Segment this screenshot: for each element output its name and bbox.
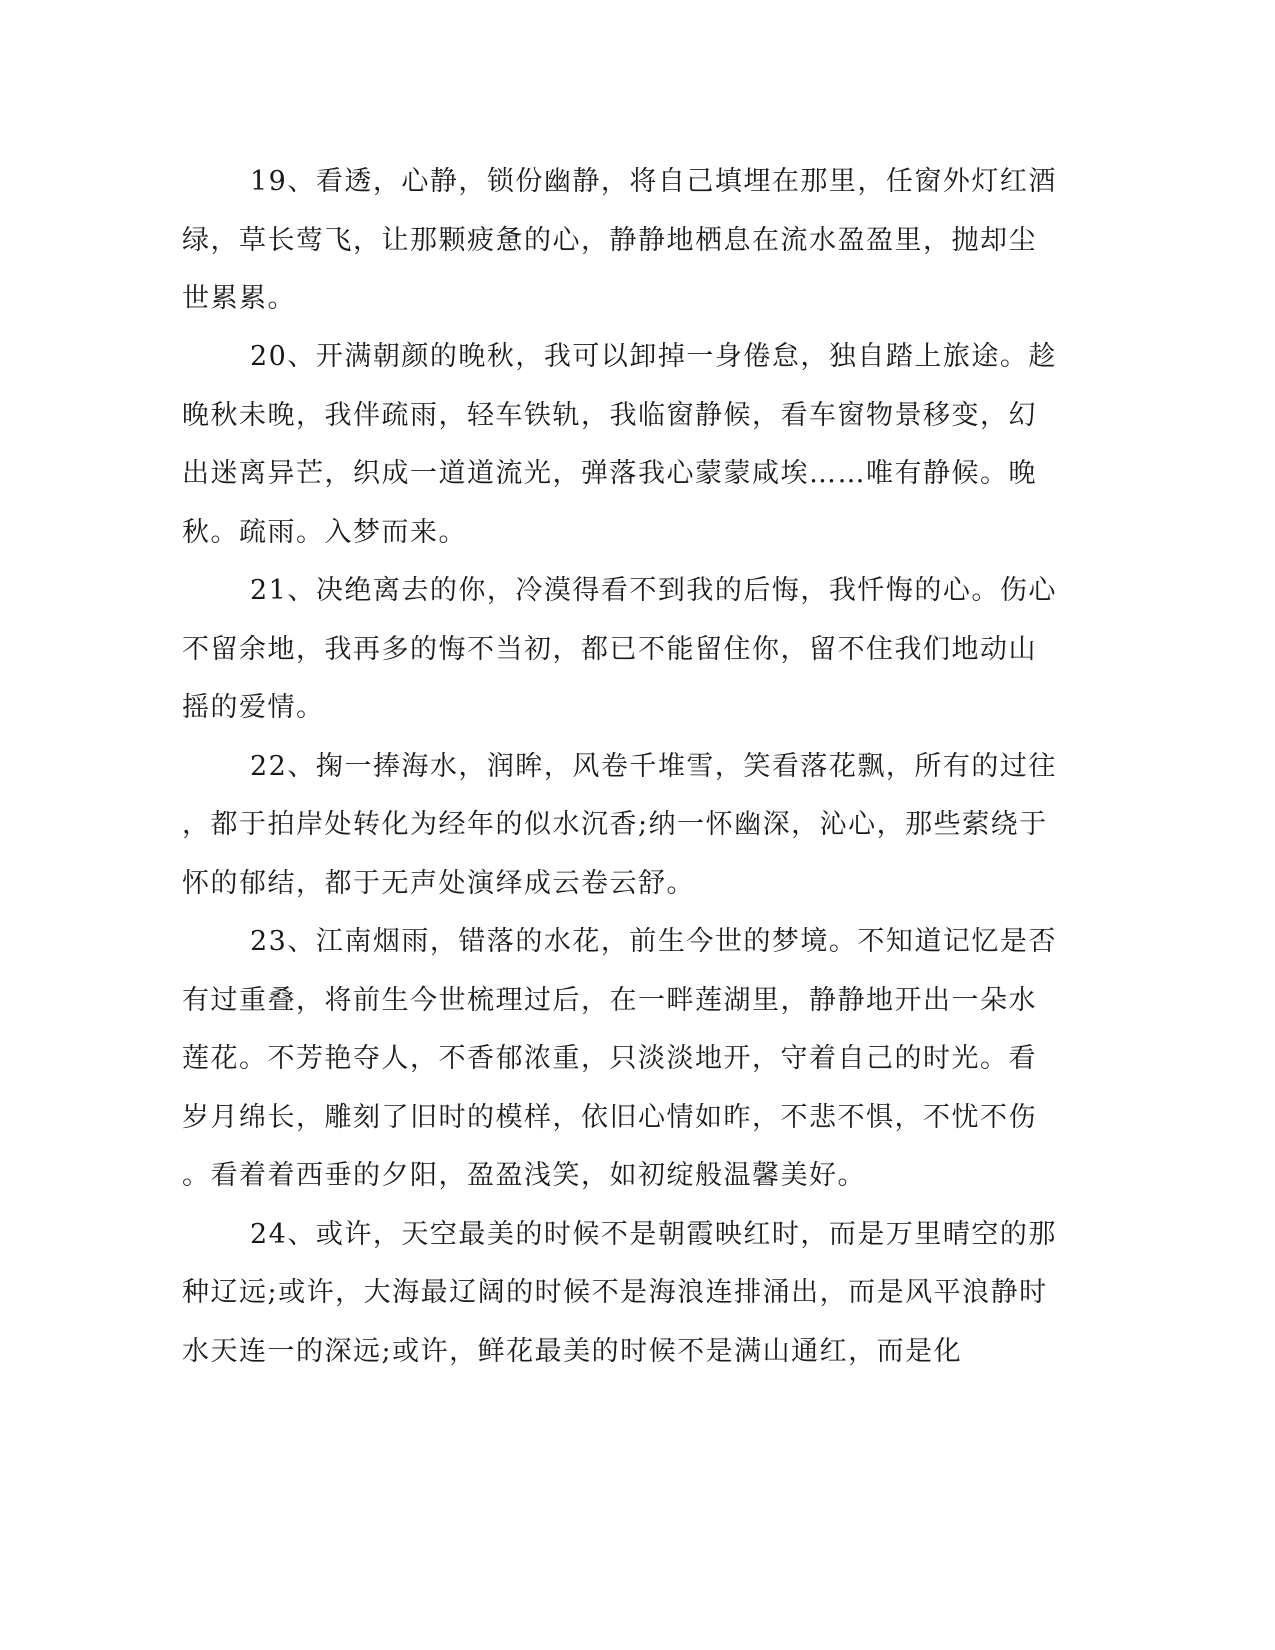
text-line: 怀的郁结，都于无声处演绎成云卷云舒。 <box>182 868 695 899</box>
text-line: 有过重叠，将前生今世梳理过后，在一畔莲湖里，静静地开出一朵水 <box>182 985 1037 1016</box>
text-line: 晚秋未晚，我伴疏雨，轻车铁轨，我临窗静候，看车窗物景移变，幻 <box>182 400 1037 431</box>
text-line: 莲花。不芳艳夺人，不香郁浓重，只淡淡地开，守着自己的时光。看 <box>182 1043 1037 1074</box>
text-line: 23、江南烟雨，错落的水花，前生今世的梦境。不知道记忆是否 <box>250 926 1057 957</box>
text-line: 22、掬一捧海水，润眸，风卷千堆雪，笑看落花飘，所有的过往 <box>250 751 1057 782</box>
text-line: 出迷离异芒，织成一道道流光，弹落我心蒙蒙咸埃……唯有静候。晚 <box>182 458 1037 489</box>
text-line: ，都于拍岸处转化为经年的似水沉香;纳一怀幽深，沁心，那些萦绕于 <box>182 809 1048 840</box>
text-line: 种辽远;或许，大海最辽阔的时候不是海浪连排涌出，而是风平浪静时 <box>182 1277 1048 1308</box>
text-line: 21、决绝离去的你，冷漠得看不到我的后悔，我忏悔的心。伤心 <box>250 575 1057 606</box>
text-line: 摇的爱情。 <box>182 692 325 723</box>
text-line: 19、看透，心静，锁份幽静，将自己填埋在那里，任窗外灯红酒 <box>250 166 1057 197</box>
text-line: 世累累。 <box>182 283 296 314</box>
text-line: 绿，草长莺飞，让那颗疲惫的心，静静地栖息在流水盈盈里，抛却尘 <box>182 225 1037 256</box>
text-line: 秋。疏雨。入梦而来。 <box>182 517 467 548</box>
text-line: 。看着着西垂的夕阳，盈盈浅笑，如初绽般温馨美好。 <box>182 1160 866 1191</box>
text-line: 水天连一的深远;或许，鲜花最美的时候不是满山通红，而是化 <box>182 1336 963 1367</box>
text-line: 24、或许，天空最美的时候不是朝霞映红时，而是万里晴空的那 <box>250 1219 1057 1250</box>
text-line: 岁月绵长，雕刻了旧时的模样，依旧心情如昨，不悲不惧，不忧不伤 <box>182 1102 1037 1133</box>
text-line: 不留余地，我再多的悔不当初，都已不能留住你，留不住我们地动山 <box>182 634 1037 665</box>
text-line: 20、开满朝颜的晚秋，我可以卸掉一身倦怠，独自踏上旅途。趁 <box>250 341 1057 372</box>
